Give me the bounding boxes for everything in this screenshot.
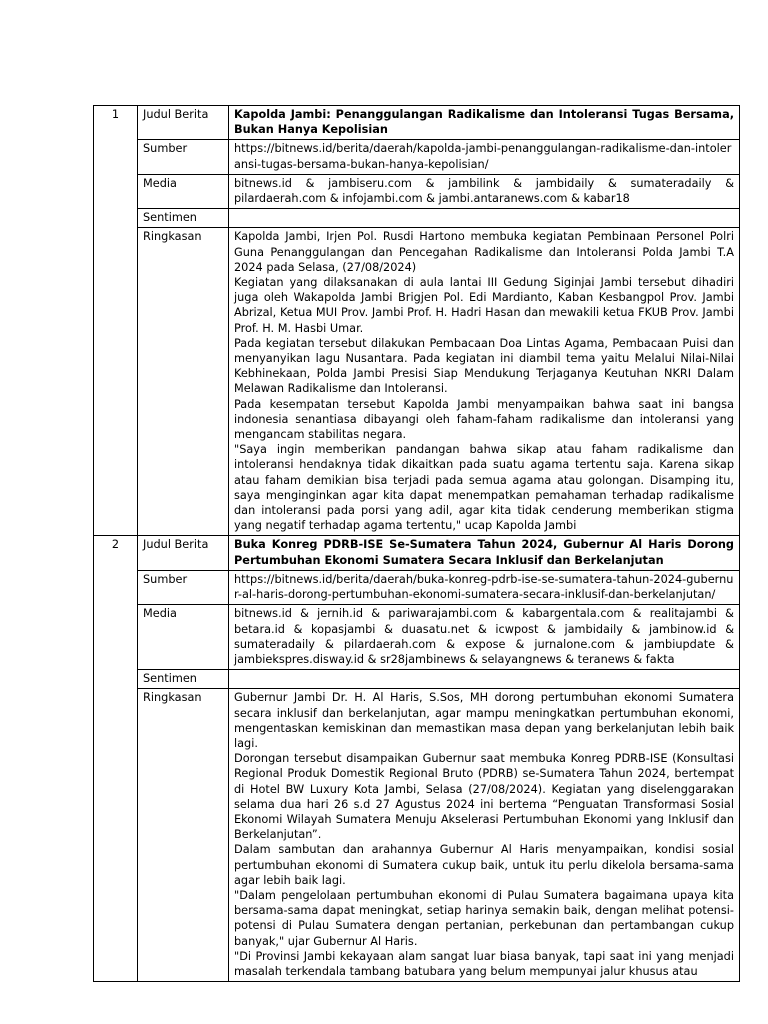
label-title: Judul Berita: [138, 106, 229, 140]
news-sentiment: [229, 670, 740, 689]
summary-paragraph: Pada kegiatan tersebut dilakukan Pembacaan Doa Lintas Agama, Pembacaan Puisi dan menyanyikan lagu Nusantara. Pada kegiatan ini diambil tema yaitu Melalui Nilai-Nilai Kebhinekaan, Polda Jambi Presisi Siap Mendukung Terjaganya Keutuhan NKRI Dalam Melawan Radikalisme dan Intoleransi.: [234, 336, 734, 396]
table-row: [94, 228, 740, 536]
entry-number: 2: [94, 536, 138, 982]
label-source: Sumber: [138, 570, 229, 604]
label-summary: Ringkasan: [138, 689, 229, 982]
summary-paragraph: "Di Provinsi Jambi kekayaan alam sangat luar biasa banyak, tapi saat ini yang menjadi masalah terkendala tambang batubara yang belum mempunyai jalur khusus atau: [234, 949, 734, 978]
news-summary: [229, 228, 740, 536]
entry-number: 1: [94, 106, 138, 536]
table-row: [94, 605, 740, 670]
news-media-list: bitnews.id & jambiseru.com & jambilink & jambidaily & sumateradaily & pilardaerah.com & infojambi.com & jambi.antaranews.com & kabar18: [229, 174, 740, 208]
label-sentiment: Sentimen: [138, 209, 229, 228]
news-source-url: https://bitnews.id/berita/daerah/buka-konreg-pdrb-ise-se-sumatera-tahun-2024-gubernur-al-haris-dorong-pertumbuhan-ekonomi-sumatera-secara-inklusif-dan-berkelanjutan/: [229, 570, 740, 604]
label-title: Judul Berita: [138, 536, 229, 570]
table-row: [94, 209, 740, 228]
label-sentiment: Sentimen: [138, 670, 229, 689]
news-table: [93, 105, 740, 982]
label-summary: Ringkasan: [138, 228, 229, 536]
summary-paragraph: Kegiatan yang dilaksanakan di aula lantai III Gedung Siginjai Jambi tersebut dihadiri juga oleh Wakapolda Jambi Brigjen Pol. Edi Mardianto, Kaban Kesbangpol Prov. Jambi Abrizal, Ketua MUI Prov. Jambi Prof. H. Hadri Hasan dan mewakili ketua FKUB Prov. Jambi Prof. H. M. Hasbi Umar.: [234, 276, 734, 335]
table-row: [94, 536, 740, 570]
table-row: [94, 106, 740, 140]
table-row: [94, 570, 740, 604]
label-source: Sumber: [138, 140, 229, 174]
news-summary: [229, 689, 740, 982]
news-title: Kapolda Jambi: Penanggulangan Radikalisme dan Intoleransi Tugas Bersama, Bukan Hanya Kepolisian: [229, 106, 740, 140]
summary-paragraph: "Dalam pengelolaan pertumbuhan ekonomi di Pulau Sumatera bagaimana upaya kita bersama-sama dapat meningkat, setiap harinya semakin baik, dengan melihat potensi-potensi di Pulau Sumatera dengan pertanian, perkebunan dan pertambangan cukup banyak," ujar Gubernur Al Haris.: [234, 888, 734, 948]
summary-paragraph: Pada kesempatan tersebut Kapolda Jambi menyampaikan bahwa saat ini bangsa indonesia senantiasa dibayangi oleh faham-faham radikalisme dan intoleransi yang mengancam stabilitas negara.: [234, 397, 734, 442]
label-media: Media: [138, 605, 229, 670]
label-media: Media: [138, 174, 229, 208]
news-title: Buka Konreg PDRB-ISE Se-Sumatera Tahun 2024, Gubernur Al Haris Dorong Pertumbuhan Ekonomi Sumatera Secara Inklusif dan Berkelanjutan: [229, 536, 740, 570]
summary-paragraph: "Saya ingin memberikan pandangan bahwa sikap atau faham radikalisme dan intoleransi hendaknya tidak dikaitkan pada suatu agama tertentu saja. Karena sikap atau faham demikian bisa terjadi pada semua agama atau golongan. Disamping itu, saya menginginkan agar kita dapat menempatkan pemahaman terhadap radikalisme dan intoleransi pada porsi yang adil, agar kita tidak cenderung memberikan stigma yang negatif terhadap agama tertentu," ucap Kapolda Jambi: [234, 443, 734, 533]
news-media-list: bitnews.id & jernih.id & pariwarajambi.com & kabargentala.com & realitajambi & betara.id & kopasjambi & duasatu.net & icwpost & jambidaily & jambinow.id & sumateradaily & pilardaerah.com & expose & jurnalone.com & jambiupdate & jambiekspres.disway.id & sr28jambinews & selayangnews & teranews & fakta: [229, 605, 740, 670]
summary-paragraph: Kapolda Jambi, Irjen Pol. Rusdi Hartono membuka kegiatan Pembinaan Personel Polri Guna Penanggulangan dan Pencegahan Radikalisme dan Intoleransi Polda Jambi T.A 2024 pada Selasa, (27/08/2024): [234, 230, 734, 274]
summary-paragraph: Dalam sambutan dan arahannya Gubernur Al Haris menyampaikan, kondisi sosial pertumbuhan ekonomi di Sumatera cukup baik, untuk itu perlu dikelola bersama-sama agar lebih baik lagi.: [234, 843, 734, 887]
table-row: [94, 174, 740, 208]
table-row: [94, 689, 740, 982]
news-sentiment: [229, 209, 740, 228]
table-row: [94, 670, 740, 689]
news-source-url: https://bitnews.id/berita/daerah/kapolda-jambi-penanggulangan-radikalisme-dan-intoleransi-tugas-bersama-bukan-hanya-kepolisian/: [229, 140, 740, 174]
table-row: [94, 140, 740, 174]
summary-paragraph: Gubernur Jambi Dr. H. Al Haris, S.Sos, MH dorong pertumbuhan ekonomi Sumatera secara inklusif dan berkelanjutan, agar mampu meningkatkan pertumbuhan ekonomi, mengentaskan kemiskinan dan memastikan masa depan yang berkelanjutan lebih baik lagi.: [234, 691, 734, 750]
summary-paragraph: Dorongan tersebut disampaikan Gubernur saat membuka Konreg PDRB-ISE (Konsultasi Regional Produk Domestik Regional Bruto (PDRB) se-Sumatera Tahun 2024, bertempat di Hotel BW Luxury Kota Jambi, Selasa (27/08/2024). Kegiatan yang diselenggarakan selama dua hari 26 s.d 27 Agustus 2024 ini bertema “Penguatan Transformasi Sosial Ekonomi Wilayah Sumatera Menuju Akselerasi Pertumbuhan Ekonomi yang Inklusif dan Berkelanjutan”.: [234, 752, 734, 842]
